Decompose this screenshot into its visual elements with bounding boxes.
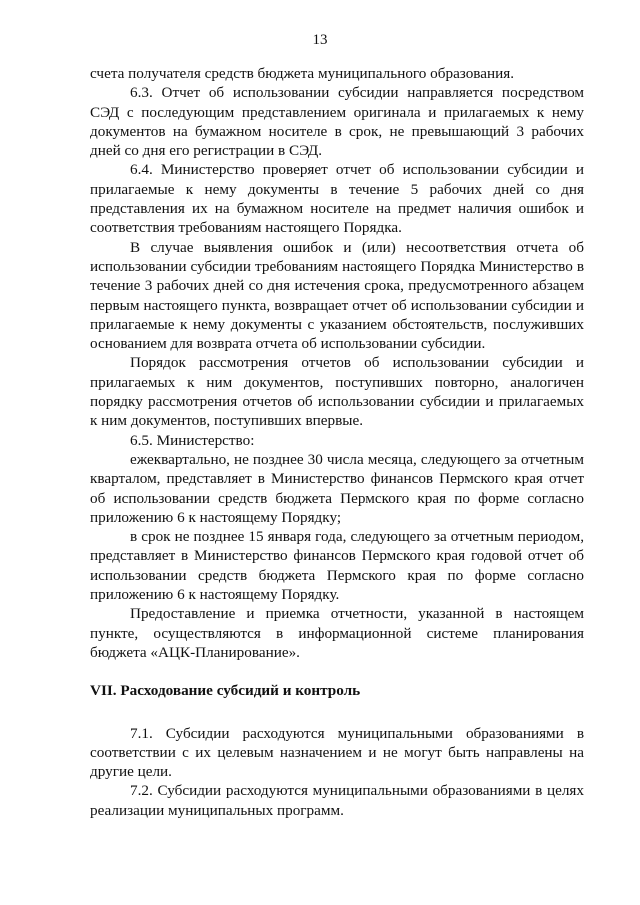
paragraph-7-2: 7.2. Субсидии расходуются муниципальными образованиями в целях реализации муниципальных программ.: [90, 782, 584, 819]
paragraph-account-continuation: счета получателя средств бюджета муниципального образования.: [90, 65, 515, 82]
paragraph-7-1: 7.1. Субсидии расходуются муниципальными образованиями в соответствии с их целевым назначением и не могут быть направлены на другие цели.: [90, 724, 584, 781]
paragraph-reporting-system: Предоставление и приемка отчетности, указанной в настоящем пункте, осуществляются в информационной системе планирования бюджета «АЦК-Планирование».: [90, 605, 584, 661]
paragraph-repeat-review: Порядок рассмотрения отчетов об использовании субсидии и прилагаемых к ним документов, поступивших повторно, аналогичен порядку рассмотрения отчетов об использовании субсидии и прилагаемых к ним документов, поступивших впервые.: [90, 354, 584, 430]
paragraph-6-4: 6.4. Министерство проверяет отчет об использовании субсидии и прилагаемые к нему документы в течение 5 рабочих дней со дня представления их на бумажном носителе на предмет наличия ошибок и соответствия требованиям настоящего Порядка.: [90, 161, 584, 237]
paragraph-annual-report: в срок не позднее 15 января года, следующего за отчетным периодом, представляет в Министерство финансов Пермского края годовой отчет об использовании средств бюджета Пермского края по форме согласно приложению 6 к настоящему Порядку.: [90, 528, 584, 604]
paragraph-6-5: 6.5. Министерство:: [130, 431, 255, 449]
paragraph-quarterly-report: ежеквартально, не позднее 30 числа месяца, следующего за отчетным кварталом, представляет в Министерство финансов Пермского края отчет об использовании средств бюджета Пермского края по форме согласно приложению 6 к настоящему Порядку;: [90, 450, 584, 526]
paragraph-errors-return: В случае выявления ошибок и (или) несоответствия отчета об использовании субсидии требованиям настоящего Порядка Министерство в течение 3 рабочих дней со дня истечения срока, предусмотренного абзацем первым настоящего пункта, возвращает отчет об использовании субсидии и прилагаемые к нему документы с указанием обстоятельств, послуживших основанием для возврата отчета об использовании субсидии.: [90, 238, 584, 353]
paragraph-6-3: 6.3. Отчет об использовании субсидии направляется посредством СЭД с последующим представлением оригинала и прилагаемых к нему документов на бумажном носителе в срок, не превышающий 3 рабочих дней со дня его регистрации в СЭД.: [90, 84, 584, 160]
document-body: [90, 64, 584, 820]
page-number: 13: [312, 32, 328, 48]
section-heading: VII. Расходование субсидий и контроль: [90, 682, 361, 700]
